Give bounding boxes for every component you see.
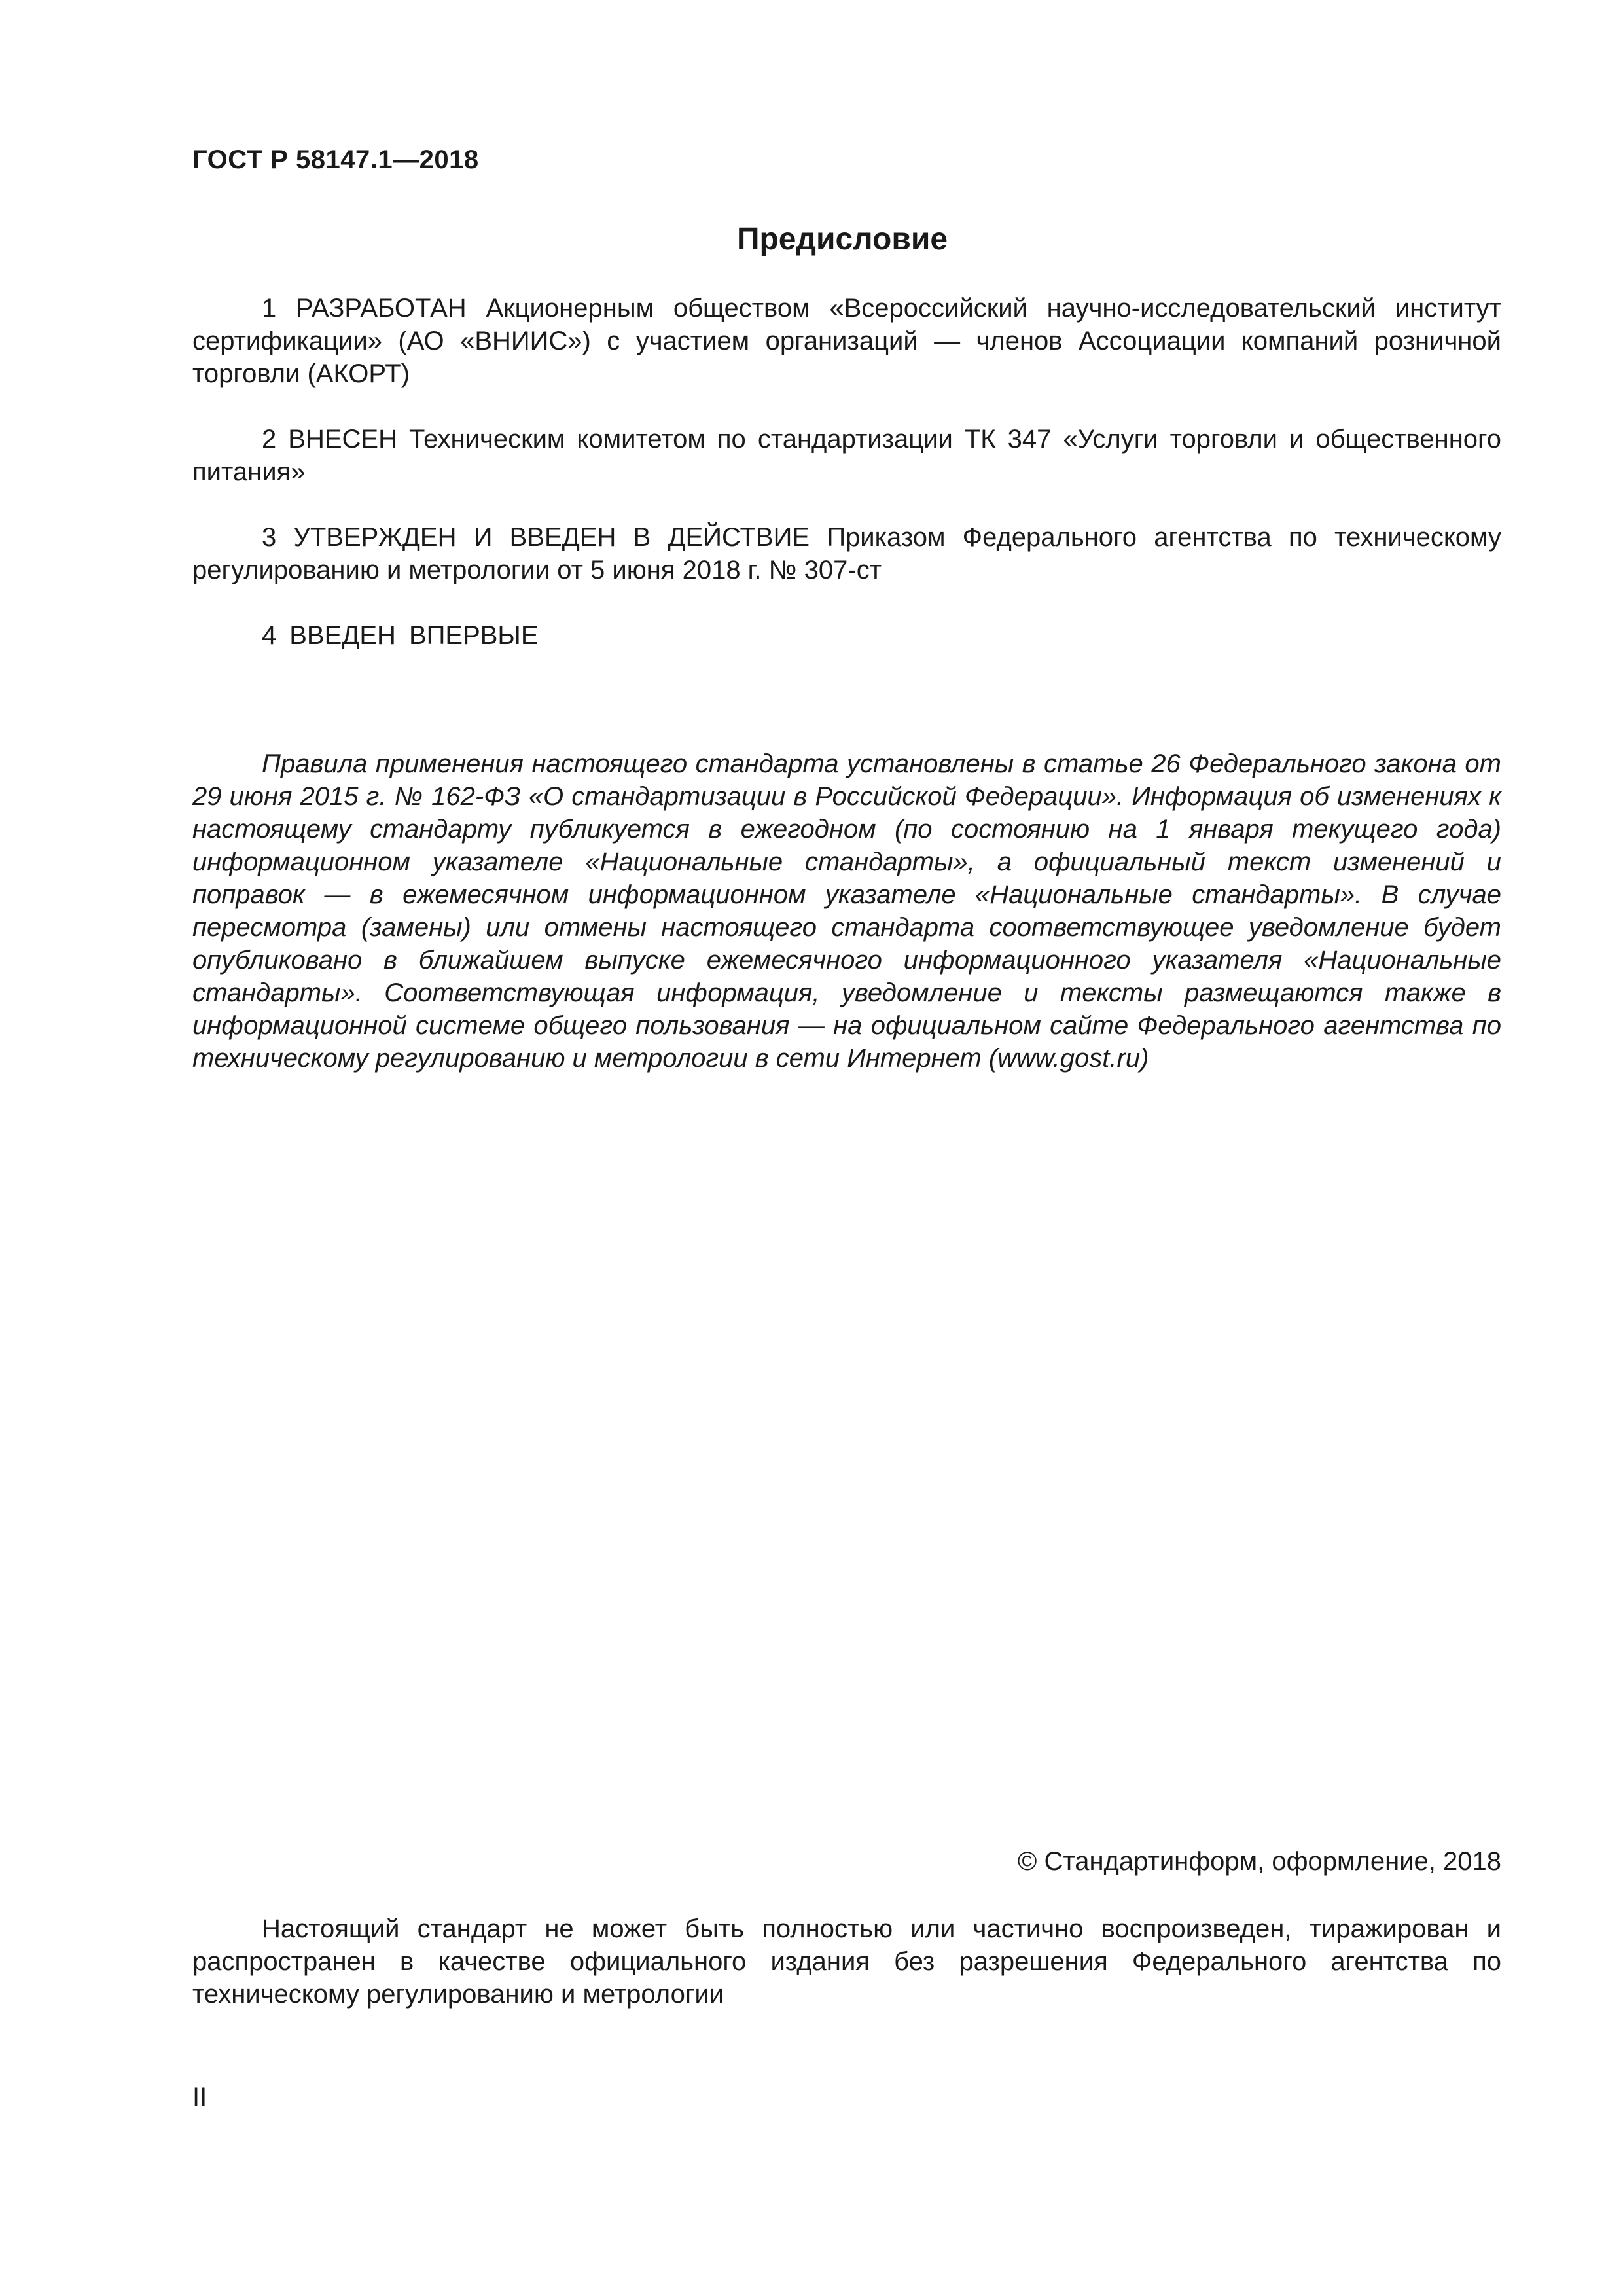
foreword-item-4	[192, 619, 1501, 652]
page-number: II	[192, 2083, 207, 2111]
document-code: ГОСТ Р 58147.1—2018	[192, 145, 479, 174]
foreword-item-3: 3 УТВЕРЖДЕН И ВВЕДЕН В ДЕЙСТВИЕ Приказом Федерального агентства по техническому регулированию и метрологии от 5 июня 2018 г. № 307-ст	[192, 523, 1501, 584]
item-4-number: 4	[262, 621, 277, 650]
foreword-item-1: 1 РАЗРАБОТАН Акционерным обществом «Всероссийский научно-исследовательский институт сертификации» (АО «ВНИИС») с участием организаций — членов Ассоциации компаний розничной торговли (АКОРТ)	[192, 294, 1501, 388]
copyright-line: © Стандартинформ, оформление, 2018	[1017, 1847, 1501, 1876]
application-rules-notice: Правила применения настоящего стандарта установлены в статье 26 Федерального закона от 29 июня 2015 г. № 162-ФЗ «О стандартизации в Российской Федерации». Информация об изменениях к настоящему стандарту публикуется в ежегодном (по состоянию на 1 января текущего года) информационном указателе «Национальные стандарты», а официальный текст изменений и поправок — в ежемесячном информационном указателе «Национальные стандарты». В случае пересмотра (замены) или отмены настоящего стандарта соответствующее уведомление будет опубликовано в ближайшем выпуске ежемесячного информационного указателя «Национальные стандарты». Соответствующая информация, уведомление и тексты размещаются также в информационной системе общего пользования — на официальном сайте Федерального агентства по техническому регулированию и метрологии в сети Интернет (www.gost.ru)	[192, 749, 1501, 1073]
foreword-item-2: 2 ВНЕСЕН Техническим комитетом по стандартизации ТК 347 «Услуги торговли и общественного питания»	[192, 425, 1501, 486]
item-4-text: ВПЕРВЫЕ	[408, 621, 539, 650]
item-4-verb: ВВЕДЕН	[289, 621, 396, 650]
section-title: Предисловие	[736, 222, 948, 257]
reproduction-restriction: Настоящий стандарт не может быть полностью или частично воспроизведен, тиражирован и распространен в качестве официального издания без разрешения Федерального агентства по техническому регулированию и метрологии	[192, 1914, 1501, 2009]
